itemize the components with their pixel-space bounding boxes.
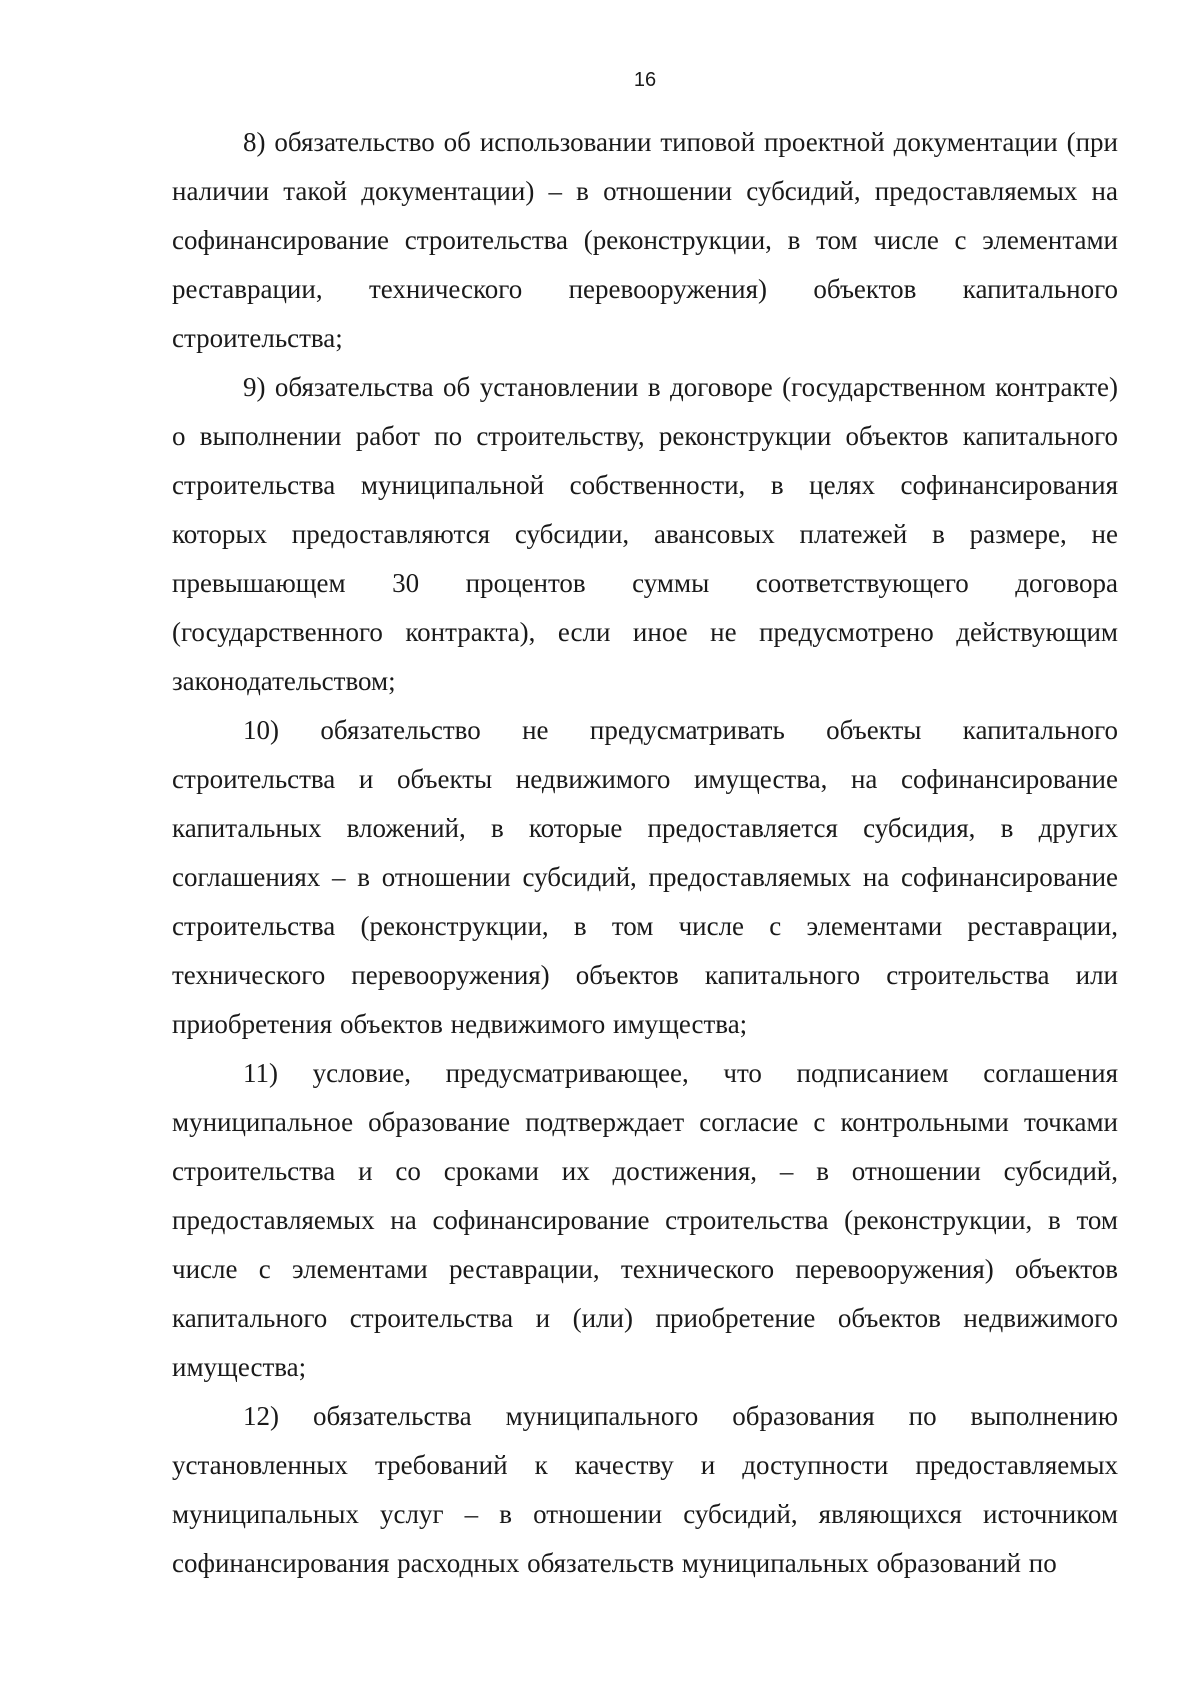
paragraph-item-10: 10) обязательство не предусматривать объекты капитального строительства и объекты недвижимого имущества, на софинансирование капитальных вложений, в которые предоставляется субсидия, в других соглашениях – в отношении субсидий, предоставляемых на софинансирование строительства (реконструкции, в том числе с элементами реставрации, технического перевооружения) объектов капитального строительства или приобретения объектов недвижимого имущества; xyxy=(172,715,1118,1039)
page-number: 16 xyxy=(633,69,657,91)
paragraph-item-11: 11) условие, предусматривающее, что подписанием соглашения муниципальное образование подтверждает согласие с контрольными точками строительства и со сроками их достижения, – в отношении субсидий, предоставляемых на софинансирование строительства (реконструкции, в том числе с элементами реставрации, технического перевооружения) объектов капитального строительства и (или) приобретение объектов недвижимого имущества; xyxy=(172,1058,1118,1382)
paragraph-item-12: 12) обязательства муниципального образования по выполнению установленных требований к качеству и доступности предоставляемых муниципальных услуг – в отношении субсидий, являющихся источником софинансирования расходных обязательств муниципальных образований по xyxy=(172,1401,1118,1578)
paragraph-item-8: 8) обязательство об использовании типовой проектной документации (при наличии такой документации) – в отношении субсидий, предоставляемых на софинансирование строительства (реконструкции, в том числе с элементами реставрации, технического перевооружения) объектов капитального строительства; xyxy=(172,127,1118,353)
paragraph-item-9: 9) обязательства об установлении в договоре (государственном контракте) о выполнении работ по строительству, реконструкции объектов капитального строительства муниципальной собственности, в целях софинансирования которых предоставляются субсидии, авансовых платежей в размере, не превышающем 30 процентов суммы соответствующего договора (государственного контракта), если иное не предусмотрено действующим законодательством; xyxy=(172,372,1118,696)
document-body xyxy=(172,118,1118,1588)
